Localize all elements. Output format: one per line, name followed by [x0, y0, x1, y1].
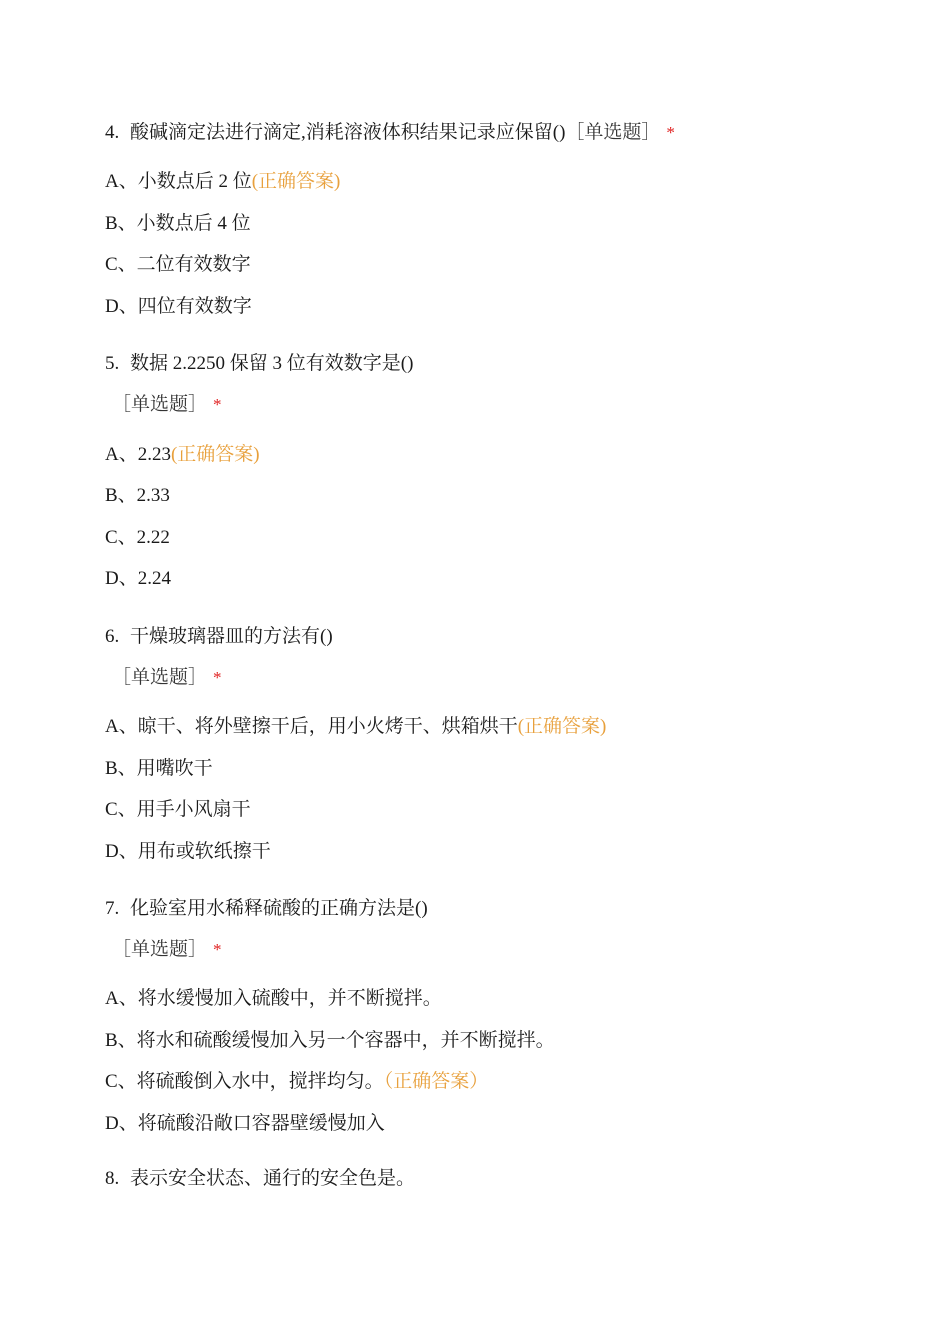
required-mark: *	[666, 123, 675, 142]
required-mark: *	[213, 395, 222, 414]
question-number: 5.	[105, 353, 120, 374]
option-d	[105, 295, 252, 319]
option-text: C、用手小风扇干	[105, 799, 251, 820]
option-text: B、用嘴吹干	[105, 758, 213, 779]
option-text: D、将硫酸沿敞口容器壁缓慢加入	[105, 1113, 385, 1134]
option-a	[105, 443, 260, 467]
option-c	[105, 798, 251, 822]
question-text: 酸碱滴定法进行滴定,消耗溶液体积结果记录应保留()	[130, 122, 566, 143]
question-type-label: ［单选题］	[112, 667, 208, 688]
option-b	[105, 757, 213, 781]
question-number: 4.	[105, 122, 120, 143]
option-text: D、四位有效数字	[105, 296, 252, 317]
question-type-label: ［单选题］	[112, 394, 208, 415]
option-text: C、将硫酸倒入水中，搅拌均匀。	[105, 1071, 384, 1092]
option-a	[105, 170, 340, 194]
option-d	[105, 1112, 385, 1136]
option-text: A、2.23	[105, 444, 171, 465]
option-c	[105, 1070, 488, 1094]
option-text: A、小数点后 2 位	[105, 171, 252, 192]
option-a	[105, 987, 442, 1011]
option-c	[105, 526, 170, 550]
question-number: 6.	[105, 626, 120, 647]
question-type-label: ［单选题］	[565, 122, 661, 143]
question-7-type	[112, 938, 222, 962]
question-7-title	[105, 897, 428, 921]
question-number: 7.	[105, 898, 120, 919]
option-text: B、将水和硫酸缓慢加入另一个容器中，并不断搅拌。	[105, 1030, 555, 1051]
option-text: A、晾干、将外壁擦干后，用小火烤干、烘箱烘干	[105, 716, 518, 737]
question-8-title	[105, 1167, 415, 1191]
option-text: C、二位有效数字	[105, 254, 251, 275]
option-text: B、小数点后 4 位	[105, 213, 251, 234]
question-type-label: ［单选题］	[112, 939, 208, 960]
correct-answer-mark: (正确答案)	[170, 444, 260, 465]
option-text: C、2.22	[105, 527, 170, 548]
option-text: D、2.24	[105, 568, 171, 589]
correct-answer-mark: (正确答案)	[251, 171, 341, 192]
option-text: B、2.33	[105, 485, 170, 506]
question-text: 化验室用水稀释硫酸的正确方法是()	[130, 898, 428, 919]
required-mark: *	[213, 668, 222, 687]
option-b	[105, 484, 170, 508]
question-6-title	[105, 625, 333, 649]
required-mark: *	[213, 940, 222, 959]
option-b	[105, 1029, 555, 1053]
option-text: D、用布或软纸擦干	[105, 841, 271, 862]
option-d	[105, 567, 171, 591]
question-text: 表示安全状态、通行的安全色是。	[130, 1168, 416, 1189]
option-a	[105, 715, 606, 739]
question-text: 数据 2.2250 保留 3 位有效数字是()	[130, 353, 414, 374]
option-b	[105, 212, 251, 236]
question-6-type	[112, 666, 222, 690]
question-4-title	[105, 121, 675, 145]
option-c	[105, 253, 251, 277]
question-number: 8.	[105, 1168, 120, 1189]
option-d	[105, 840, 271, 864]
correct-answer-mark: (正确答案)	[517, 716, 607, 737]
option-text: A、将水缓慢加入硫酸中，并不断搅拌。	[105, 988, 442, 1009]
question-text: 干燥玻璃器皿的方法有()	[130, 626, 333, 647]
correct-answer-mark: （正确答案）	[383, 1071, 489, 1092]
question-5-title	[105, 352, 413, 376]
question-5-type	[112, 393, 222, 417]
